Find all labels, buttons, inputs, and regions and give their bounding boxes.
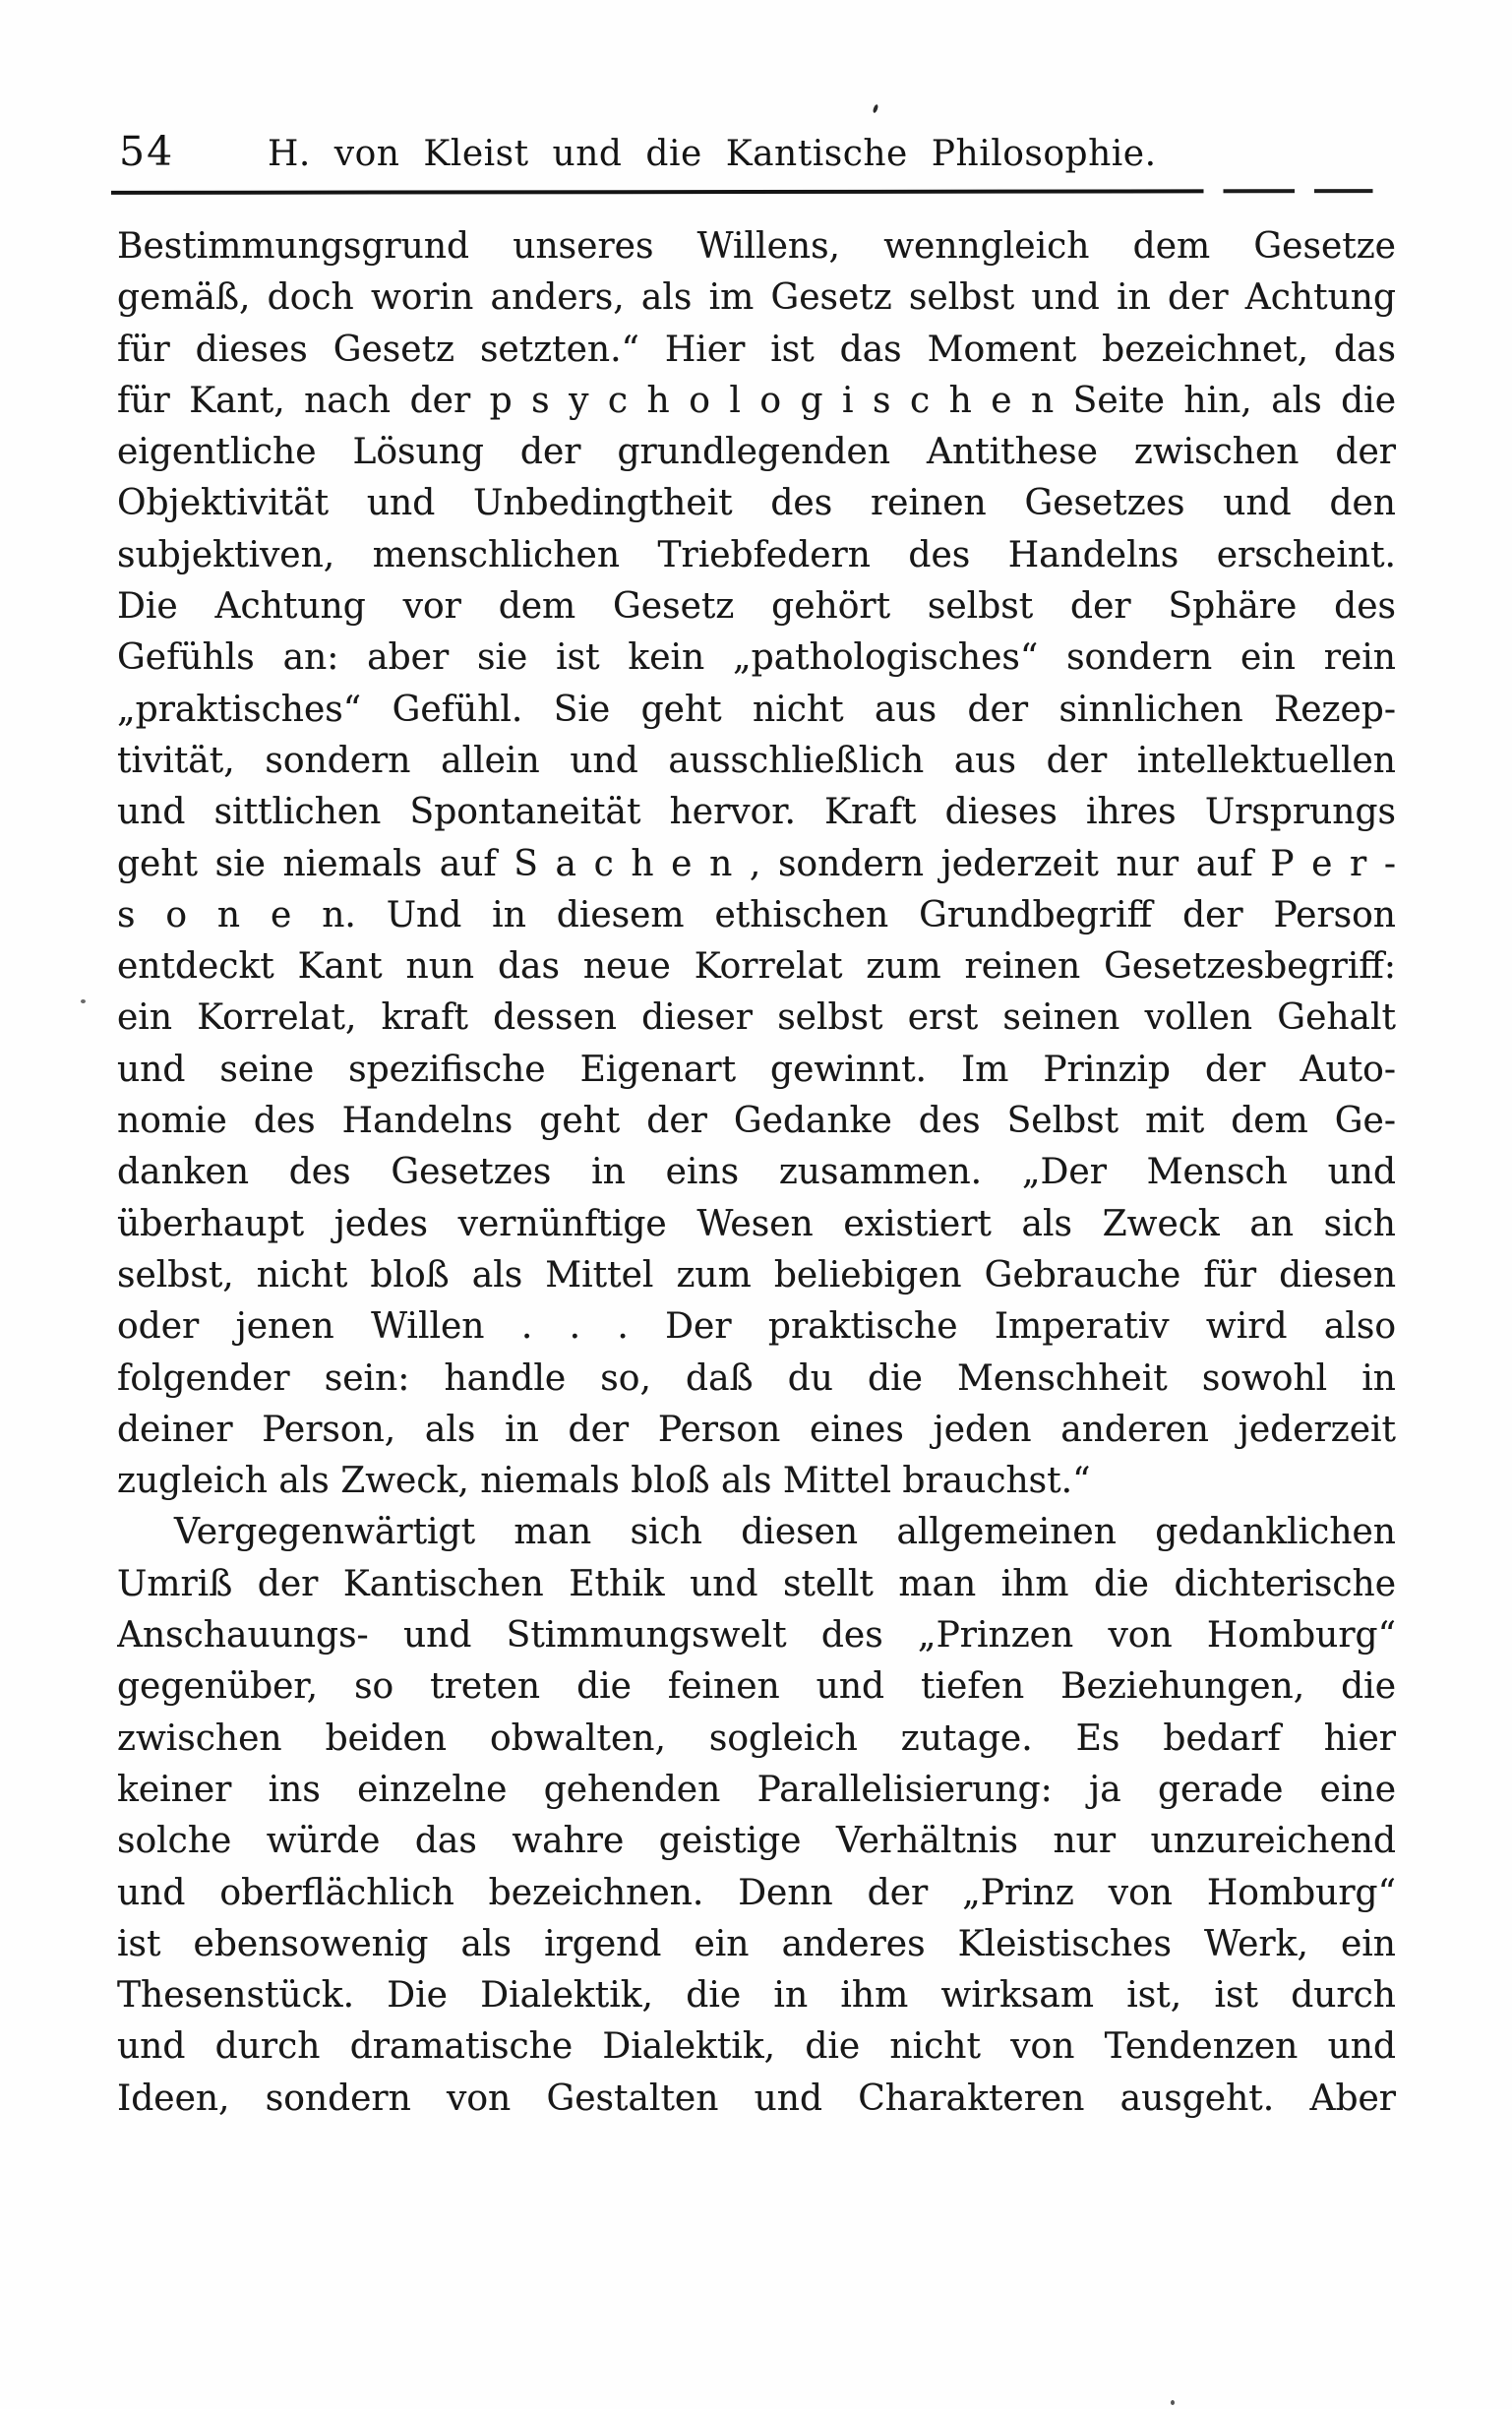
text-line: nomie des Handelns geht der Gedanke des Selbst mit dem Ge- bbox=[117, 1101, 1396, 1142]
text-line: Thesenstück. Die Dialektik, die in ihm wirksam ist, ist durch bbox=[117, 1975, 1396, 2017]
text-line: für Kant, nach der p s y c h o l o g i s c h e n Seite hin, als die bbox=[117, 380, 1396, 421]
page-number: 54 bbox=[119, 128, 175, 175]
text-line: Anschauungs- und Stimmungswelt des „Prinzen von Homburg“ bbox=[117, 1615, 1396, 1656]
text-line: Die Achtung vor dem Gesetz gehört selbst der Sphäre des bbox=[117, 586, 1396, 628]
text-line: ist ebensowenig als irgend ein anderes Kleistisches Werk, ein bbox=[117, 1923, 1396, 1964]
text-line: tivität, sondern allein und ausschließlich aus der intellektuellen bbox=[117, 740, 1396, 781]
text-line: gegenüber, so treten die feinen und tiefen Beziehungen, die bbox=[117, 1666, 1396, 1708]
text-line: ein Korrelat, kraft dessen dieser selbst erst seinen vollen Gehalt bbox=[117, 997, 1396, 1039]
text-line: überhaupt jedes vernünftige Wesen existiert als Zweck an sich bbox=[117, 1203, 1396, 1244]
text-line: oder jenen Willen . . . Der praktische Imperativ wird also bbox=[117, 1306, 1396, 1348]
text-line: und durch dramatische Dialektik, die nicht von Tendenzen und bbox=[117, 2026, 1396, 2068]
running-title: H. von Kleist und die Kantische Philosophie. bbox=[268, 134, 1157, 174]
header-rule bbox=[111, 189, 1412, 195]
text-line-paragraph-end: zugleich als Zweck, niemals bloß als Mittel brauchst.“ bbox=[117, 1461, 1091, 1502]
text-line: danken des Gesetzes in eins zusammen. „Der Mensch und bbox=[117, 1152, 1396, 1193]
text-line: „praktisches“ Gefühl. Sie geht nicht aus der sinnlichen Rezep- bbox=[117, 689, 1396, 730]
text-line: solche würde das wahre geistige Verhältnis nur unzureichend bbox=[117, 1821, 1396, 1862]
text-line: s o n e n. Und in diesem ethischen Grundbegriff der Person bbox=[117, 894, 1396, 935]
text-line: deiner Person, als in der Person eines jeden anderen jederzeit bbox=[117, 1409, 1396, 1450]
text-line: selbst, nicht bloß als Mittel zum beliebigen Gebrauche für diesen bbox=[117, 1254, 1396, 1295]
text-line: Umriß der Kantischen Ethik und stellt man ihm die dichterische bbox=[117, 1563, 1396, 1604]
text-line: und oberflächlich bezeichnen. Denn der „Prinz von Homburg“ bbox=[117, 1872, 1396, 1913]
text-line: Ideen, sondern von Gestalten und Charakteren ausgeht. Aber bbox=[117, 2078, 1396, 2119]
scan-speck bbox=[873, 104, 879, 114]
text-line: Objektivität und Unbedingtheit des reinen Gesetzes und den bbox=[117, 483, 1396, 524]
text-line: zwischen beiden obwalten, sogleich zutage. Es bedarf hier bbox=[117, 1717, 1396, 1759]
text-line: geht sie niemals auf S a c h e n , sondern jederzeit nur auf P e r - bbox=[117, 843, 1396, 884]
page-body bbox=[117, 221, 1396, 2125]
scan-speck bbox=[1171, 2400, 1175, 2405]
text-line: keiner ins einzelne gehenden Parallelisierung: ja gerade eine bbox=[117, 1769, 1396, 1810]
scan-speck bbox=[81, 999, 86, 1003]
text-line: Gefühls an: aber sie ist kein „pathologisches“ sondern ein rein bbox=[117, 637, 1396, 679]
text-line: und seine spezifische Eigenart gewinnt. Im Prinzip der Auto- bbox=[117, 1049, 1396, 1090]
text-line: Bestimmungsgrund unseres Willens, wenngleich dem Gesetze bbox=[117, 226, 1396, 267]
text-line: für dieses Gesetz setzten.“ Hier ist das Moment bezeichnet, das bbox=[117, 329, 1396, 370]
text-line: entdeckt Kant nun das neue Korrelat zum reinen Gesetzesbegriff: bbox=[117, 946, 1396, 988]
text-line: subjektiven, menschlichen Triebfedern des Handelns erscheint. bbox=[117, 534, 1396, 575]
text-line-paragraph-start: Vergegenwärtigt man sich diesen allgemeinen gedanklichen bbox=[174, 1512, 1396, 1553]
text-line: eigentliche Lösung der grundlegenden Antithese zwischen der bbox=[117, 432, 1396, 473]
text-line: folgender sein: handle so, daß du die Menschheit sowohl in bbox=[117, 1357, 1396, 1399]
text-line: und sittlichen Spontaneität hervor. Kraft dieses ihres Ursprungs bbox=[117, 792, 1396, 833]
text-line: gemäß, doch worin anders, als im Gesetz selbst und in der Achtung bbox=[117, 277, 1396, 319]
